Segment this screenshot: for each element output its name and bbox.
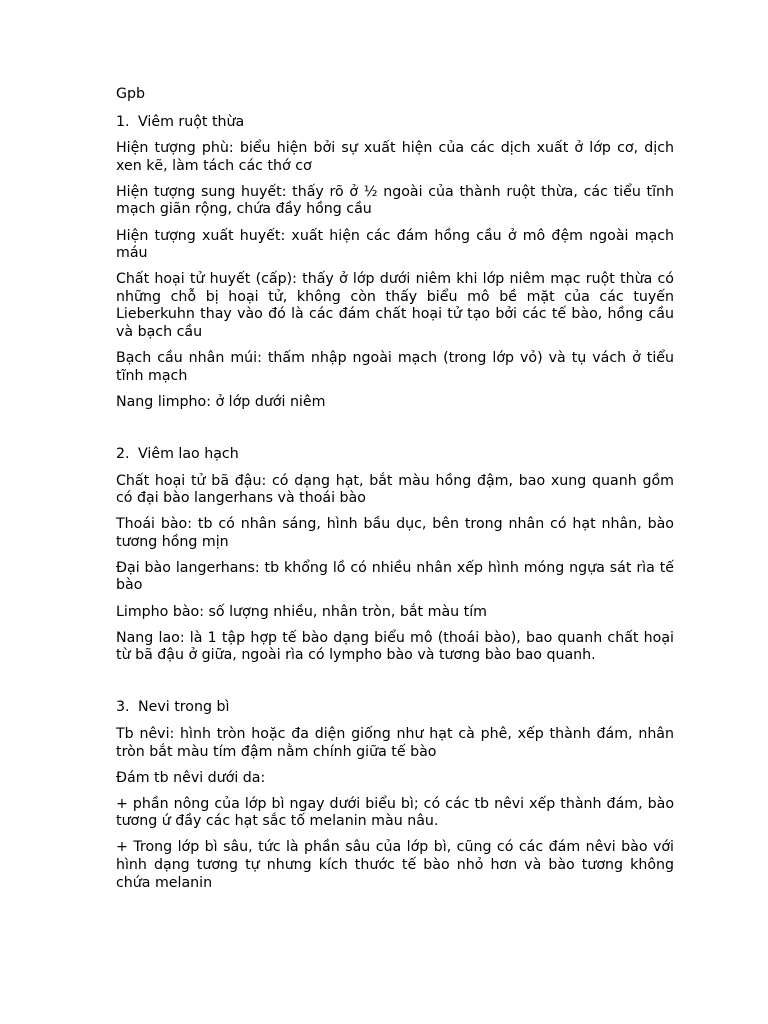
document-title: Gpb	[116, 86, 146, 102]
paragraph: Chất hoại tử huyết (cấp): thấy ở lớp dưới niêm khi lớp niêm mạc ruột thừa có những chỗ bị hoại tử, không còn thấy biểu mô bề mặt của các tuyến Lieberkuhn thay vào đó là các đám chất hoại tử tạo bởi các tế bào, hồng cầu và bạch cầu	[116, 271, 674, 341]
paragraph: Hiện tượng sung huyết: thấy rõ ở ½ ngoài của thành ruột thừa, các tiểu tĩnh mạch giãn rộng, chứa đầy hồng cầu	[116, 183, 674, 218]
document-page	[116, 86, 674, 901]
paragraph: Thoái bào: tb có nhân sáng, hình bầu dục, bên trong nhân có hạt nhân, bào tương hồng mịn	[116, 516, 674, 550]
section-title: Nevi trong bì	[138, 699, 230, 716]
paragraph: Nang lao: là 1 tập hợp tế bào dạng biểu mô (thoái bào), bao quanh chất hoại từ bã đậu ở giữa, ngoài rìa có lympho bào và tương bào bao quanh.	[116, 629, 674, 664]
section-title: Viêm ruột thừa	[138, 113, 245, 130]
paragraph: Limpho bào: số lượng nhiều, nhân tròn, bắt màu tím	[116, 603, 487, 620]
paragraph: Nang limpho: ở lớp dưới niêm	[116, 393, 326, 410]
section-viem-lao-hach	[116, 446, 674, 665]
paragraph: + phần nông của lớp bì ngay dưới biểu bì; có các tb nêvi xếp thành đám, bào tương ứ đầy các hạt sắc tố melanin màu nâu.	[116, 795, 674, 830]
section-spacer	[116, 673, 674, 699]
paragraph: Đám tb nêvi dưới da:	[116, 769, 266, 786]
paragraph: Hiện tượng xuất huyết: xuất hiện các đám hồng cầu ở mô đệm ngoài mạch máu	[116, 227, 674, 262]
section-heading	[116, 699, 674, 717]
paragraph: Hiện tượng phù: biểu hiện bởi sự xuất hiện của các dịch xuất ở lớp cơ, dịch xen kẽ, làm tách các thớ cơ	[116, 140, 674, 174]
section-number: 3.	[116, 699, 130, 716]
section-number: 1.	[116, 113, 130, 130]
paragraph: Bạch cầu nhân múi: thấm nhập ngoài mạch (trong lớp vỏ) và tụ vách ở tiểu tĩnh mạch	[116, 350, 674, 384]
section-heading	[116, 446, 674, 464]
section-viem-ruot-thua	[116, 114, 674, 412]
section-nevi-trong-bi	[116, 699, 674, 892]
paragraph: Đại bào langerhans: tb khổng lồ có nhiều nhân xếp hình móng ngựa sát rìa tế bào	[116, 559, 674, 594]
section-title: Viêm lao hạch	[138, 445, 239, 462]
section-heading	[116, 114, 674, 132]
paragraph: Chất hoại tử bã đậu: có dạng hạt, bắt màu hồng đậm, bao xung quanh gồm có đại bào langerhans và thoái bào	[116, 472, 674, 507]
section-number: 2.	[116, 445, 130, 462]
paragraph: + Trong lớp bì sâu, tức là phần sâu của lớp bì, cũng có các đám nêvi bào với hình dạng tương tự nhưng kích thước tế bào nhỏ hơn và bào tương không chứa melanin	[116, 839, 674, 891]
section-spacer	[116, 420, 674, 446]
paragraph: Tb nêvi: hình tròn hoặc đa diện giống như hạt cà phê, xếp thành đám, nhân tròn bắt màu tím đậm nằm chính giữa tế bào	[116, 725, 674, 760]
